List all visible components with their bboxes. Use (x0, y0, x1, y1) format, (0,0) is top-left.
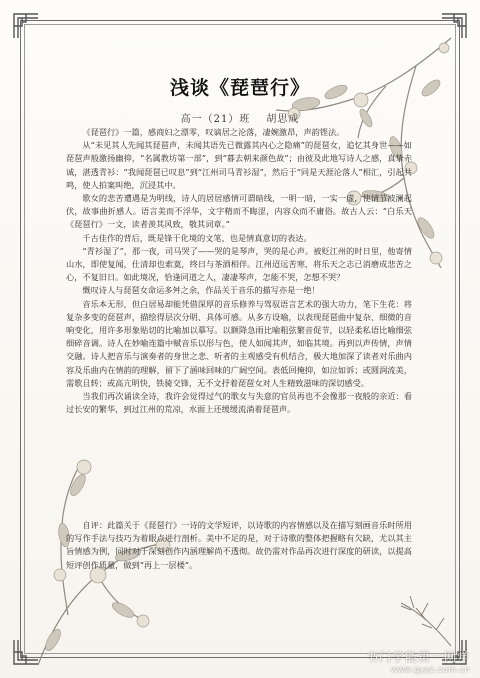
author-line (0, 110, 480, 125)
essay-paragraph: 《琵琶行》一篇，感商妇之漂零，叹谪居之沦落，凄婉激昂，声韵铿法。 (82, 127, 345, 137)
page-title: 浅谈《琵琶行》 (169, 77, 310, 99)
essay-paragraph: 千古佳作的背后，既是锋于化境的文笔，也是情真意切的表达。 (82, 232, 312, 243)
self-comment (66, 519, 412, 572)
essay-paragraph: 歌女的悲苦遭遇是为明线，诗人的居居感情可谓暗线，一明一暗，一实一虚，使情节波澜起伏，故事曲折感人。语言美而不浮华，文字精而不晦涩，内容众而不庸俗。故古人云：“白乐天《琵琶行》一文，读者羡其风致，敬其词章。” (66, 193, 412, 230)
site-watermark (366, 648, 470, 674)
essay-paragraph: 慨叹诗人与琵琶女命运多舛之余，作品关于音乐的描写亦是一绝！ (82, 285, 320, 296)
self-comment-text: 自评：此篇关于《琵琶行》一诗的文学短评，以诗歌的内容情感以及在描写刻画音乐时所用的写作手法与技巧为着眼点进行剖析。美中不足的是，对于诗歌的整体把握略有欠缺，尤以其主旨情感为例，同时对于深刻创作内涵理解尚不透彻。故仍需对作品再次进行深度的研读，以提高短评创作质量，做到“再上一层楼”。 (66, 520, 412, 570)
watermark-site-name: 书门学能第一网学 (365, 650, 470, 664)
corner-ornament-icon (12, 12, 40, 40)
essay-paragraph: 当我们再次诵读全诗，我许会觉得过气的歌女与失意的官员再也不会像那一夜般的亲近：看过长安的繁华，到过江州的荒凉，水面上还缓缓流淌着琵琶声。 (66, 391, 412, 415)
class-label: 高一（21）班 (180, 114, 251, 125)
author-name: 胡思成 (266, 114, 300, 125)
essay-paragraph: 音乐本无形，但白居易却能凭借深厚的音乐修养与驾驭语言艺术的强大功力，笔下生花：将复杂多变的琵琶声，描绘得层次分明、具体可感。从多方设喻，以表现琵琶曲中复杂、细微的音响变化，用许多形象贴切的比喻加以摹写。以额降急雨比喻粗弦繁音促节，以轻柔私语比喻细弦细碎音调。诗人在妙喻连篇中赋音乐以形与色，使人如闻其声，如临其境。再到以声传情，声情交融。诗人把音乐与演奏者的身世之悲、听者的主观感受有机结合，极大地加深了读者对乐曲内容及乐曲内在情韵的理解，留下了涵味回味的广阔空间。表低回掩抑，如泣如诉；或圆润流美，需歌且转；或高亢明快，铁骑交锋，无不文抒着琵琶女对人生精致滋味的深切感受。 (66, 298, 412, 388)
essay-paragraph: “青衫湿了”，那一夜，司马哭了——哭的是琴声，哭的是心声。被贬江州的时日里，他寄情山水，即使复闻，仕清却也索寞，终日与茶酒相伴。江州迢远苦寒，将乐天之志已消磨成悲苦之心，不复旧日。如此境况，恰逢同道之人，凄凄琴声，怎能不哭，怎想不哭？ (66, 245, 412, 283)
watermark-url: www.gyyz.com.cn (390, 665, 470, 674)
essay-paragraph: 从“未见其人先闻其琵琶声，未闻其语先已微露其内心之隐痛”的琵琶女，追忆其身世——如琵琶声般激扬幽抑，“名属教坊第一部”，到“暮去朝来颜色故”；由彼及此地写诗人之感，真挚赤诚，湛透青衫：“我闻琵琶已叹息”到“江州司马青衫湿”，然后于“同是天涯沦落人”相汇，引起共鸣，使人拍案叫绝，沉浸其中。 (66, 140, 412, 190)
essay-body (66, 126, 412, 416)
